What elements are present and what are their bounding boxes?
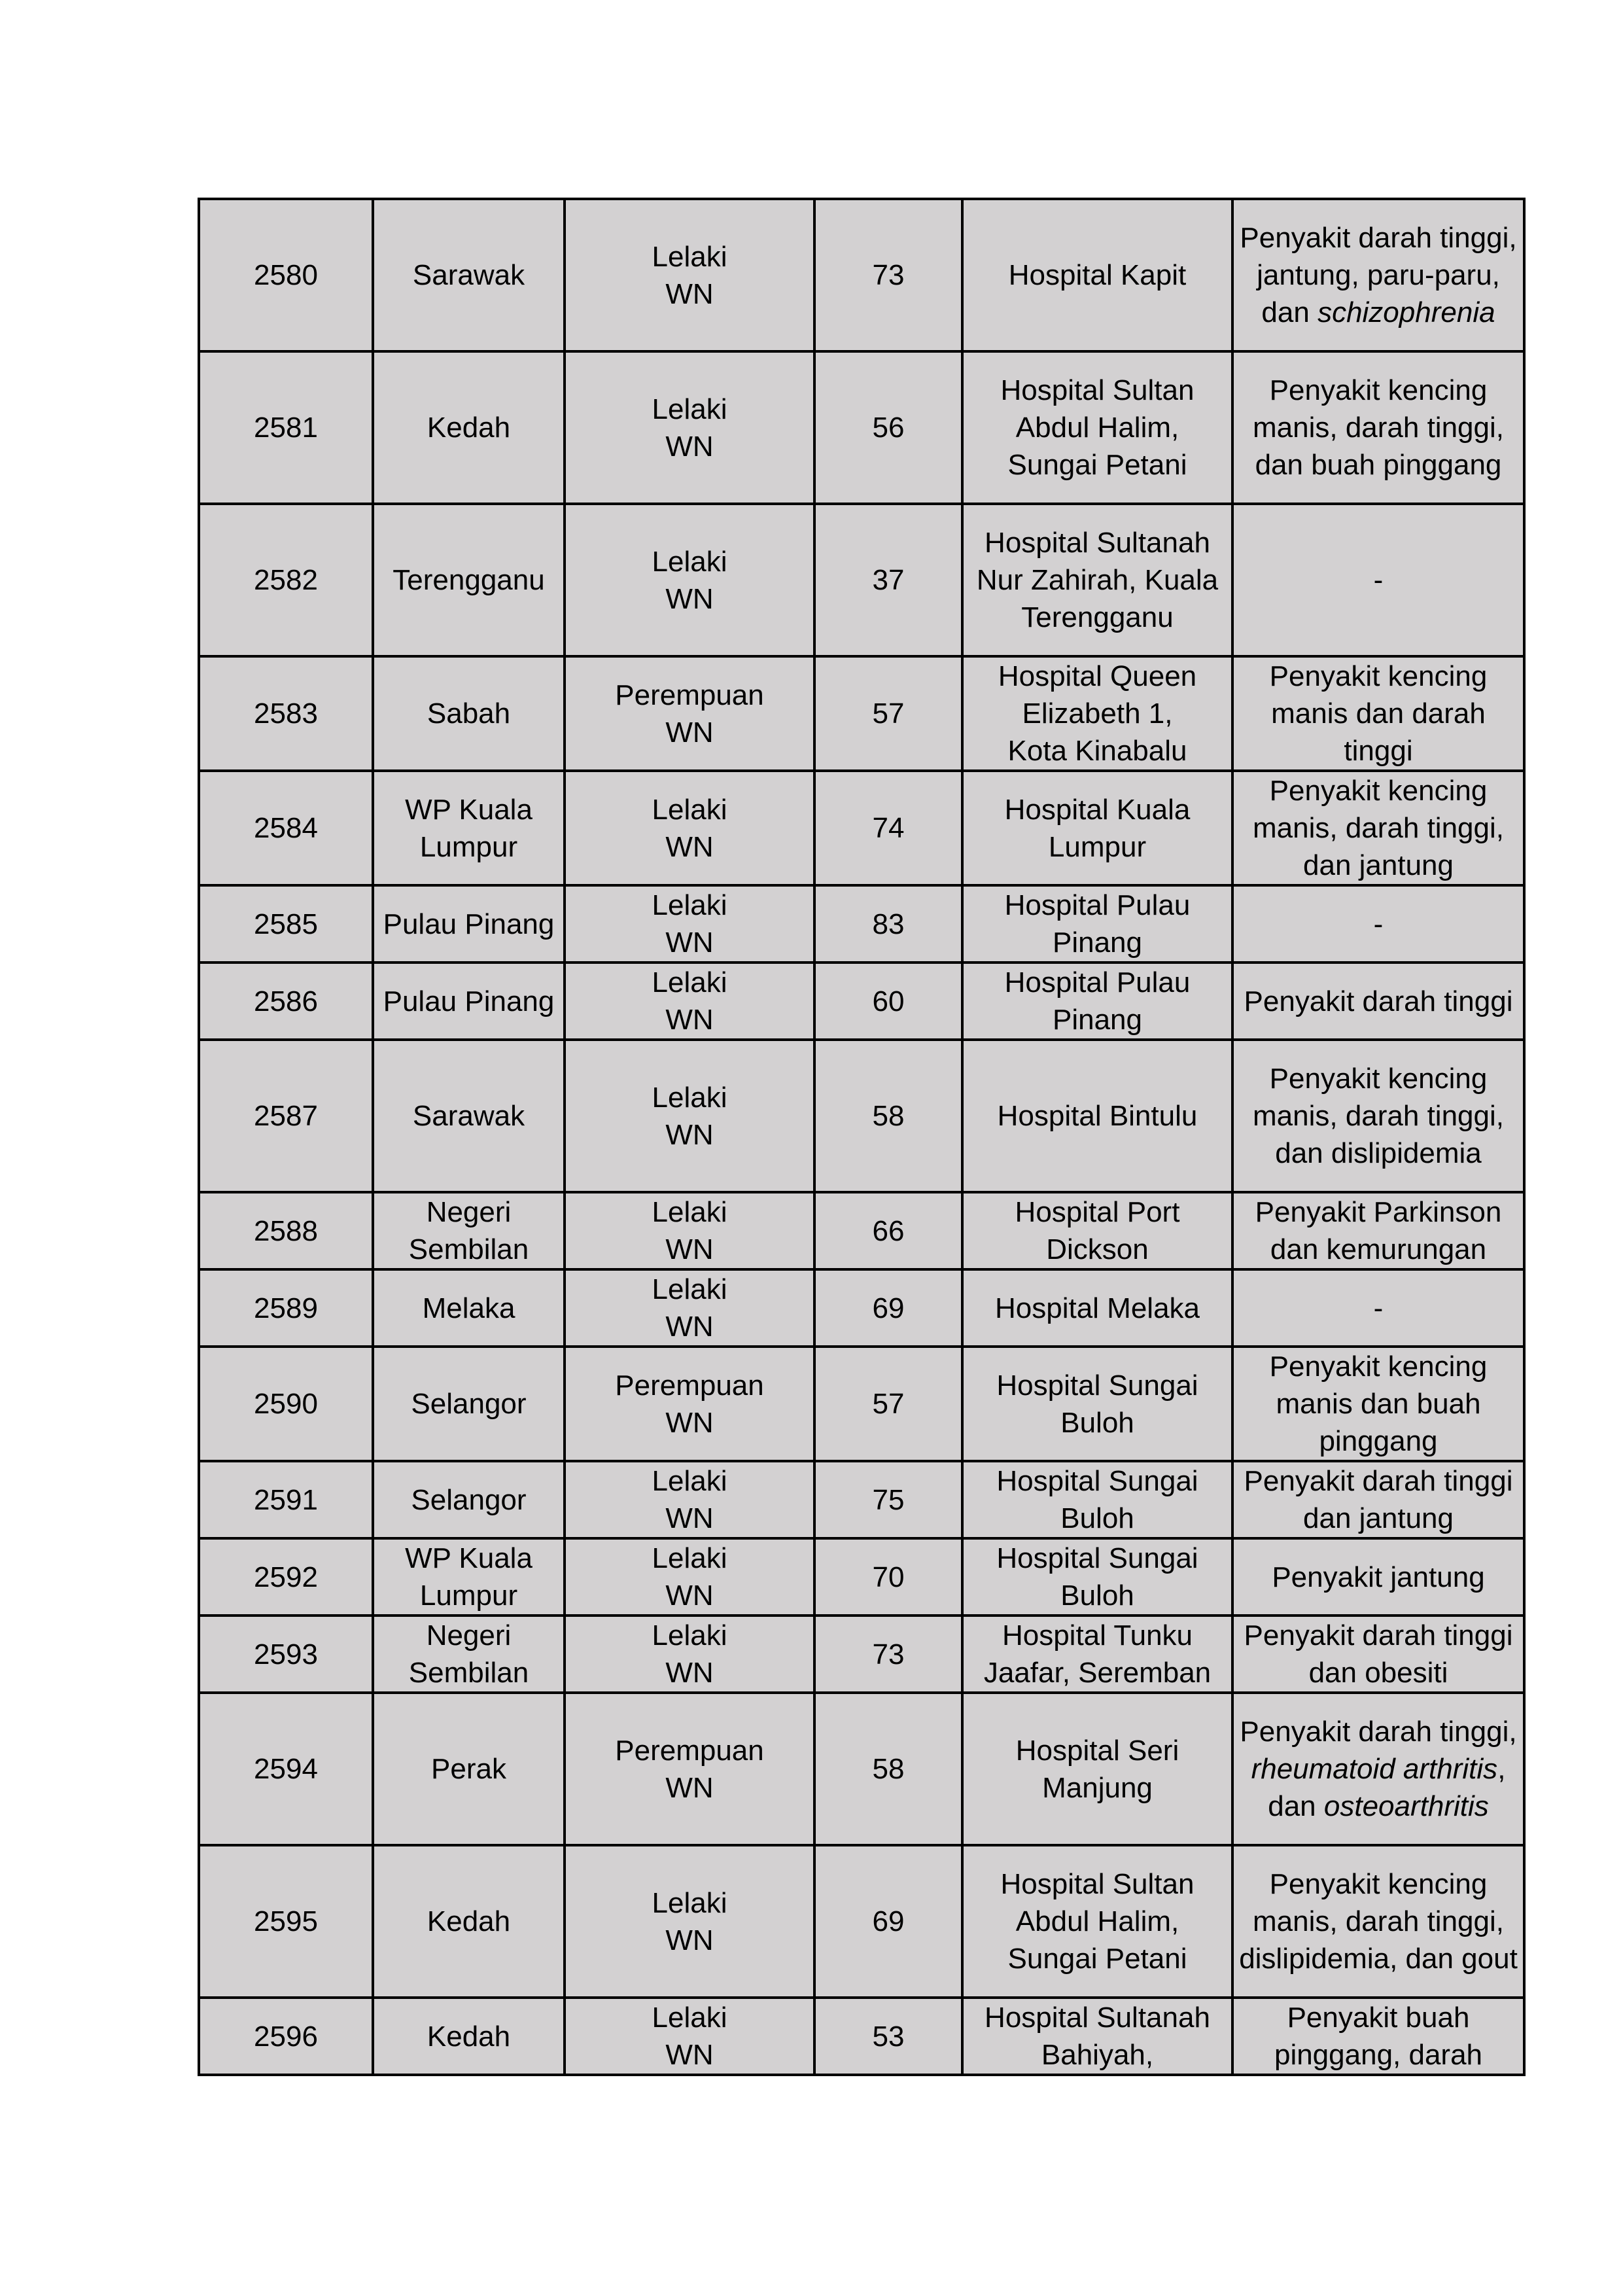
age-cell: 69	[814, 1845, 962, 1998]
case-table	[198, 198, 1526, 2076]
hospital-cell: Hospital Melaka	[962, 1269, 1232, 1347]
age-cell: 53	[814, 1998, 962, 2075]
comorbidity-text: , dan	[1268, 1753, 1506, 1822]
state-cell: WP Kuala Lumpur	[373, 771, 565, 885]
gender-citizenship-cell: Lelaki WN	[565, 199, 814, 351]
comorbidity-cell	[1232, 656, 1524, 771]
gender-citizenship-cell: Lelaki WN	[565, 1998, 814, 2075]
comorbidity-text: Penyakit kencing manis dan buah pinggang	[1269, 1351, 1488, 1457]
table-row	[199, 1040, 1524, 1192]
case-number-cell: 2589	[199, 1269, 373, 1347]
comorbidity-cell	[1232, 504, 1524, 656]
case-number-cell: 2591	[199, 1461, 373, 1538]
state-cell: Negeri Sembilan	[373, 1616, 565, 1693]
state-cell: WP Kuala Lumpur	[373, 1538, 565, 1616]
comorbidity-cell	[1232, 885, 1524, 963]
state-cell: Kedah	[373, 1845, 565, 1998]
age-cell: 73	[814, 199, 962, 351]
table-row	[199, 351, 1524, 504]
gender-citizenship-cell: Lelaki WN	[565, 351, 814, 504]
gender-citizenship-cell: Perempuan WN	[565, 1693, 814, 1845]
comorbidity-text: Penyakit darah tinggi, jantung, paru-paru, dan	[1240, 222, 1517, 328]
state-cell: Pulau Pinang	[373, 963, 565, 1040]
hospital-cell: Hospital Seri Manjung	[962, 1693, 1232, 1845]
age-cell: 56	[814, 351, 962, 504]
gender-citizenship-cell: Lelaki WN	[565, 1040, 814, 1192]
comorbidity-text: Penyakit kencing manis, darah tinggi, dan jantung	[1253, 775, 1504, 881]
state-cell: Kedah	[373, 1998, 565, 2075]
gender-citizenship-cell: Perempuan WN	[565, 1347, 814, 1461]
hospital-cell: Hospital Queen Elizabeth 1, Kota Kinabalu	[962, 656, 1232, 771]
age-cell: 37	[814, 504, 962, 656]
table-row	[199, 1616, 1524, 1693]
hospital-cell: Hospital Sungai Buloh	[962, 1347, 1232, 1461]
hospital-cell: Hospital Sultan Abdul Halim, Sungai Petani	[962, 1845, 1232, 1998]
age-cell: 66	[814, 1192, 962, 1269]
case-number-cell: 2596	[199, 1998, 373, 2075]
hospital-cell: Hospital Bintulu	[962, 1040, 1232, 1192]
hospital-cell: Hospital Pulau Pinang	[962, 885, 1232, 963]
case-number-cell: 2584	[199, 771, 373, 885]
hospital-cell: Hospital Kuala Lumpur	[962, 771, 1232, 885]
hospital-cell: Hospital Sungai Buloh	[962, 1461, 1232, 1538]
table-row	[199, 1192, 1524, 1269]
age-cell: 75	[814, 1461, 962, 1538]
comorbidity-cell	[1232, 963, 1524, 1040]
gender-citizenship-cell: Lelaki WN	[565, 1269, 814, 1347]
case-number-cell: 2585	[199, 885, 373, 963]
case-number-cell: 2590	[199, 1347, 373, 1461]
case-number-cell: 2593	[199, 1616, 373, 1693]
hospital-cell: Hospital Pulau Pinang	[962, 963, 1232, 1040]
gender-citizenship-cell: Lelaki WN	[565, 1538, 814, 1616]
table-row	[199, 1347, 1524, 1461]
state-cell: Negeri Sembilan	[373, 1192, 565, 1269]
table-row	[199, 885, 1524, 963]
state-cell: Perak	[373, 1693, 565, 1845]
age-cell: 58	[814, 1040, 962, 1192]
comorbidity-text: -	[1373, 908, 1384, 940]
comorbidity-cell	[1232, 199, 1524, 351]
comorbidity-text: Penyakit kencing manis, darah tinggi, dan dislipidemia	[1253, 1063, 1504, 1169]
comorbidity-cell	[1232, 351, 1524, 504]
case-number-cell: 2595	[199, 1845, 373, 1998]
state-cell: Sarawak	[373, 199, 565, 351]
age-cell: 83	[814, 885, 962, 963]
comorbidity-cell	[1232, 1538, 1524, 1616]
age-cell: 57	[814, 1347, 962, 1461]
comorbidity-cell	[1232, 1461, 1524, 1538]
state-cell: Selangor	[373, 1461, 565, 1538]
comorbidity-cell	[1232, 1040, 1524, 1192]
comorbidity-cell	[1232, 1693, 1524, 1845]
comorbidity-text: Penyakit kencing manis, darah tinggi, dislipidemia, dan gout	[1239, 1868, 1518, 1975]
gender-citizenship-cell: Lelaki WN	[565, 504, 814, 656]
table-row	[199, 199, 1524, 351]
age-cell: 70	[814, 1538, 962, 1616]
age-cell: 69	[814, 1269, 962, 1347]
state-cell: Selangor	[373, 1347, 565, 1461]
gender-citizenship-cell: Lelaki WN	[565, 1845, 814, 1998]
comorbidity-text: Penyakit buah pinggang, darah	[1274, 2002, 1483, 2071]
hospital-cell: Hospital Sultanah Nur Zahirah, Kuala Terengganu	[962, 504, 1232, 656]
gender-citizenship-cell: Lelaki WN	[565, 885, 814, 963]
comorbidity-cell	[1232, 1269, 1524, 1347]
comorbidity-text: -	[1373, 564, 1384, 596]
table-row	[199, 656, 1524, 771]
case-number-cell: 2582	[199, 504, 373, 656]
table-row	[199, 1845, 1524, 1998]
comorbidity-cell	[1232, 1347, 1524, 1461]
comorbidity-italic-term: rheumatoid arthritis	[1251, 1753, 1498, 1785]
comorbidity-cell	[1232, 1845, 1524, 1998]
case-number-cell: 2583	[199, 656, 373, 771]
table-row	[199, 963, 1524, 1040]
case-number-cell: 2587	[199, 1040, 373, 1192]
comorbidity-cell	[1232, 771, 1524, 885]
gender-citizenship-cell: Lelaki WN	[565, 963, 814, 1040]
comorbidity-text: -	[1373, 1292, 1384, 1324]
age-cell: 60	[814, 963, 962, 1040]
age-cell: 57	[814, 656, 962, 771]
comorbidity-text: Penyakit darah tinggi dan jantung	[1244, 1465, 1513, 1534]
comorbidity-italic-term: osteoarthritis	[1323, 1790, 1489, 1822]
case-number-cell: 2588	[199, 1192, 373, 1269]
case-number-cell: 2580	[199, 199, 373, 351]
hospital-cell: Hospital Sultan Abdul Halim, Sungai Petani	[962, 351, 1232, 504]
comorbidity-cell	[1232, 1998, 1524, 2075]
gender-citizenship-cell: Perempuan WN	[565, 656, 814, 771]
comorbidity-cell	[1232, 1616, 1524, 1693]
hospital-cell: Hospital Sultanah Bahiyah,	[962, 1998, 1232, 2075]
comorbidity-text: Penyakit darah tinggi,	[1240, 1716, 1517, 1748]
table-row	[199, 1998, 1524, 2075]
comorbidity-text: Penyakit kencing manis dan darah tinggi	[1269, 660, 1488, 767]
table-row	[199, 771, 1524, 885]
case-number-cell: 2594	[199, 1693, 373, 1845]
gender-citizenship-cell: Lelaki WN	[565, 1192, 814, 1269]
case-number-cell: 2586	[199, 963, 373, 1040]
table-row	[199, 1461, 1524, 1538]
table-row	[199, 1693, 1524, 1845]
hospital-cell: Hospital Tunku Jaafar, Seremban	[962, 1616, 1232, 1693]
comorbidity-cell	[1232, 1192, 1524, 1269]
comorbidity-italic-term: schizophrenia	[1318, 296, 1495, 328]
gender-citizenship-cell: Lelaki WN	[565, 1461, 814, 1538]
age-cell: 73	[814, 1616, 962, 1693]
hospital-cell: Hospital Port Dickson	[962, 1192, 1232, 1269]
comorbidity-text: Penyakit jantung	[1272, 1561, 1485, 1593]
state-cell: Terengganu	[373, 504, 565, 656]
comorbidity-text: Penyakit Parkinson dan kemurungan	[1255, 1196, 1502, 1265]
age-cell: 74	[814, 771, 962, 885]
table-row	[199, 504, 1524, 656]
hospital-cell: Hospital Sungai Buloh	[962, 1538, 1232, 1616]
comorbidity-text: Penyakit darah tinggi	[1244, 985, 1513, 1017]
age-cell: 58	[814, 1693, 962, 1845]
state-cell: Kedah	[373, 351, 565, 504]
state-cell: Melaka	[373, 1269, 565, 1347]
table-row	[199, 1538, 1524, 1616]
case-number-cell: 2581	[199, 351, 373, 504]
case-number-cell: 2592	[199, 1538, 373, 1616]
hospital-cell: Hospital Kapit	[962, 199, 1232, 351]
case-table-body	[199, 199, 1524, 2075]
state-cell: Sabah	[373, 656, 565, 771]
gender-citizenship-cell: Lelaki WN	[565, 771, 814, 885]
gender-citizenship-cell: Lelaki WN	[565, 1616, 814, 1693]
state-cell: Pulau Pinang	[373, 885, 565, 963]
comorbidity-text: Penyakit kencing manis, darah tinggi, dan buah pinggang	[1253, 374, 1504, 481]
comorbidity-text: Penyakit darah tinggi dan obesiti	[1244, 1619, 1513, 1689]
table-row	[199, 1269, 1524, 1347]
state-cell: Sarawak	[373, 1040, 565, 1192]
